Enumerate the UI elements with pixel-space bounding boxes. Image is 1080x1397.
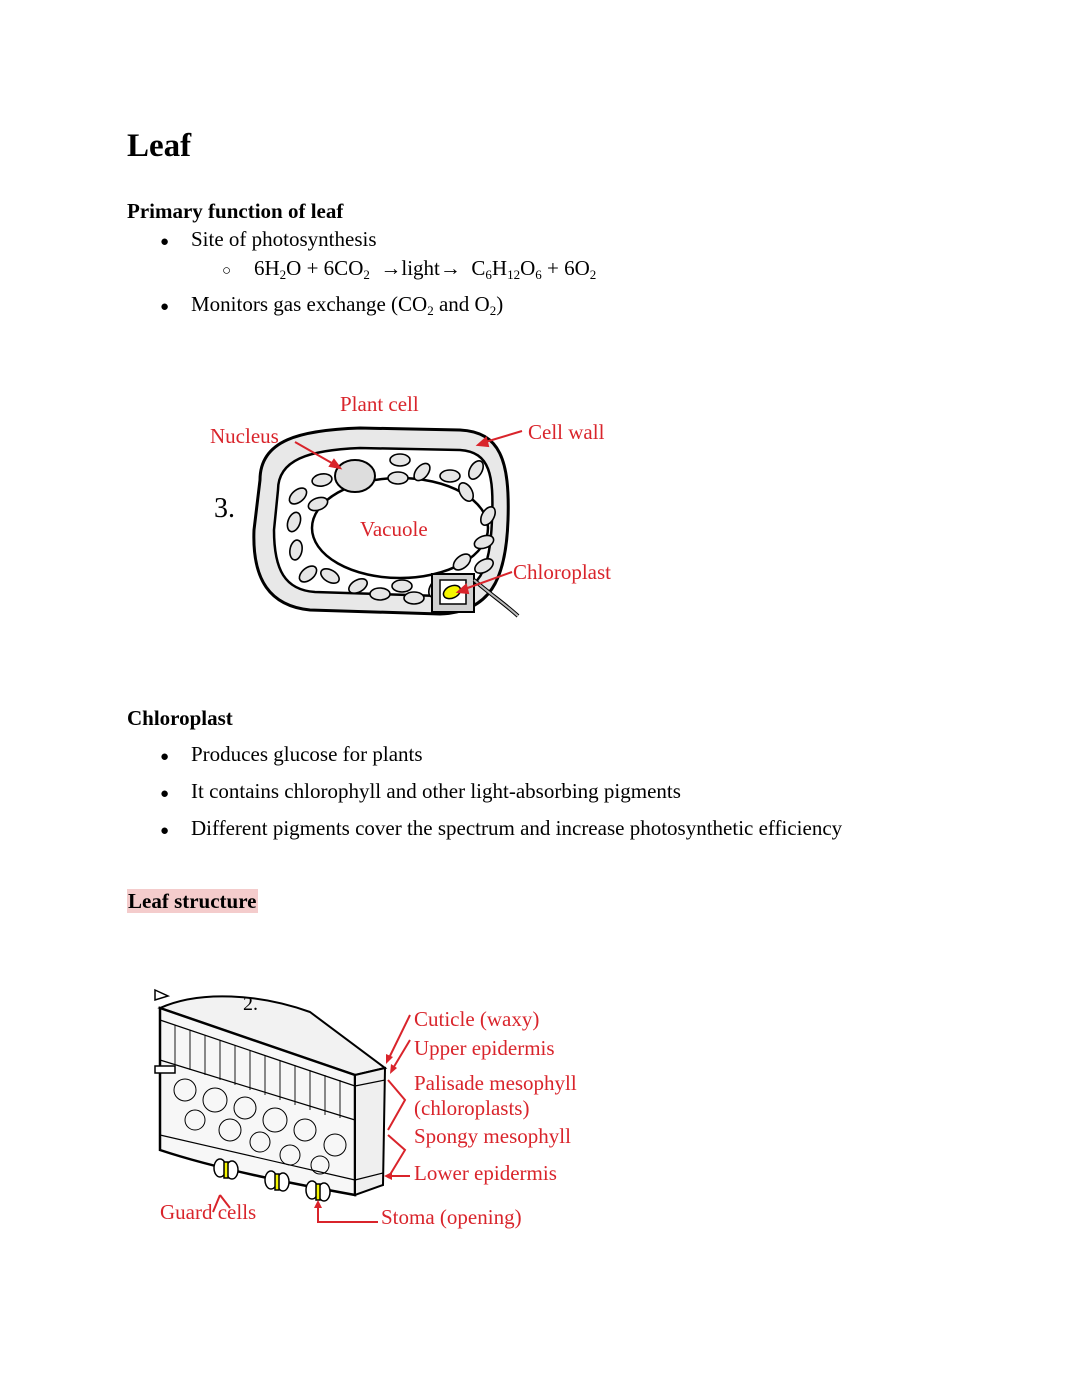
bullet-icon: ● [160, 299, 170, 315]
label-stoma: Stoma (opening) [381, 1205, 522, 1229]
label-cell-wall: Cell wall [528, 420, 605, 444]
list-item: ● Site of photosynthesis [160, 227, 377, 251]
page-title: Leaf [127, 128, 192, 164]
bullet-icon: ● [160, 786, 170, 802]
list-item: ● Monitors gas exchange ($CO_2$ and $O_2$) [160, 292, 504, 318]
plant-cell-diagram [200, 380, 640, 630]
figure-number: 2. [243, 993, 258, 1015]
section-heading-primary-function: Primary function of leaf [127, 199, 344, 223]
label-vacuole: Vacuole [360, 517, 428, 541]
label-chloroplasts-note: (chloroplasts) [414, 1096, 530, 1120]
photosynthesis-equation: $6H_2O + 6CO_2$ →light→ $C_6H_{12}O_6 + 6O_2$ [254, 256, 597, 282]
label-cuticle: Cuticle (waxy) [414, 1007, 540, 1031]
list-item: ● It contains chlorophyll and other light-absorbing pigments [160, 779, 681, 803]
bullet-icon: ● [160, 749, 170, 765]
label-upper-epidermis: Upper epidermis [414, 1036, 555, 1060]
list-item: ● Produces glucose for plants [160, 742, 423, 766]
label-lower-epidermis: Lower epidermis [414, 1161, 557, 1185]
label-guard-cells: Guard cells [160, 1200, 257, 1224]
list-item: ● Different pigments cover the spectrum and increase photosynthetic efficiency [160, 816, 843, 840]
equation-item [222, 255, 597, 284]
label-chloroplast: Chloroplast [513, 560, 611, 584]
section-heading-chloroplast: Chloroplast [127, 706, 233, 730]
label-spongy-mesophyll: Spongy mesophyll [414, 1124, 571, 1148]
bullet-icon: ● [160, 823, 170, 839]
figure-number: 3. [214, 493, 235, 524]
leaf-cross-section-diagram [140, 980, 610, 1240]
label-nucleus: Nucleus [210, 424, 279, 448]
section-heading-leaf-structure: Leaf structure [128, 889, 257, 913]
label-palisade-mesophyll: Palisade mesophyll [414, 1071, 577, 1095]
label-plant-cell: Plant cell [340, 392, 419, 416]
bullet-icon: ● [160, 234, 170, 250]
sub-bullet-icon: ○ [222, 263, 232, 279]
